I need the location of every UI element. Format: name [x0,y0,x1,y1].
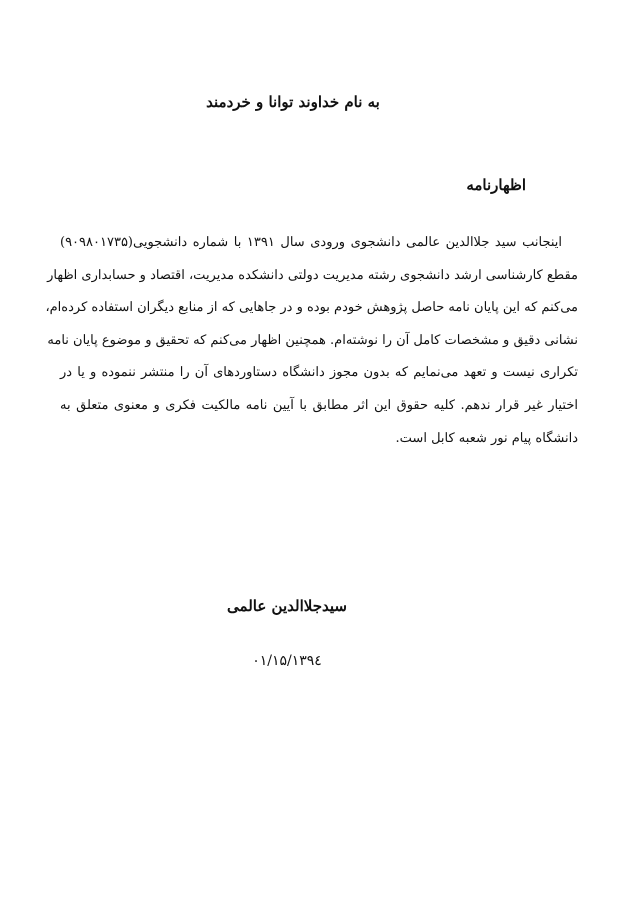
invocation-heading: به نام خداوند توانا و خردمند [206,93,380,111]
body-line: تکراری نیست و تعهد می‌نمایم که بدون مجوز دانشگاه دستاوردهای آن را منتشر ننموده و یا در [60,365,578,381]
body-line: اختیار غیر قرار ندهم. کلیه حقوق این اثر مطابق با آیین نامه مالکیت فکری و معنوی متعلق به [60,397,578,413]
body-line: نشانی دقیق و مشخصات کامل آن را نوشته‌ام. همچنین اظهار می‌کنم که تحقیق و موضوع پایان نامه [47,332,578,348]
signature-name: سیدجلاالدین عالمی [227,597,347,615]
signature-date: ۱۳۹٤/۰۱/۱۵ [252,653,322,669]
body-line: دانشگاه پیام نور شعبه کابل است. [395,430,578,446]
body-line: مقطع کارشناسی ارشد دانشجوی رشته مدیریت دولتی دانشکده مدیریت، اقتصاد و حسابداری اظهار [47,267,578,283]
body-line: اینجانب سید جلاالدین عالمی دانشجوی ورودی سال ۱۳۹۱ با شماره دانشجویی(۹۰۹۸۰۱۷۳۵) [60,235,562,250]
body-line: می‌کنم که این پایان نامه حاصل پژوهش خودم بوده و در جاهایی که از منابع دیگران استفاده کرده‌ام، [45,300,578,316]
declaration-body [45,232,578,460]
document-title: اظهارنامه [466,176,526,194]
